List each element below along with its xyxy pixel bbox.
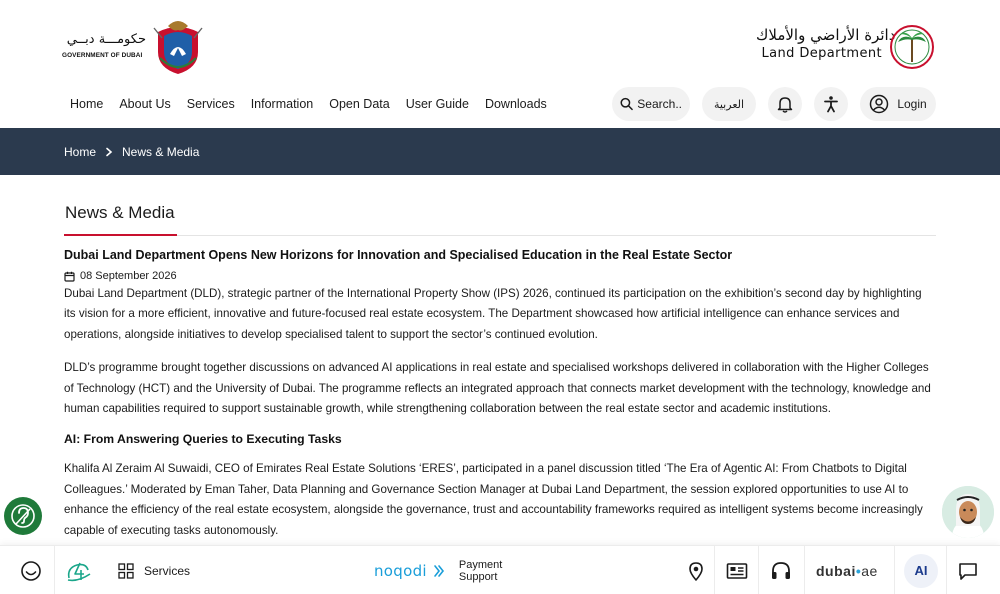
gov-logo-arabic: حكومـــة دبــي	[66, 32, 146, 47]
nav-information[interactable]: Information	[250, 97, 314, 111]
noqodi-logo: noqodi	[374, 561, 427, 580]
login-button[interactable]	[860, 87, 936, 121]
site-header	[0, 0, 1000, 88]
bell-icon	[776, 95, 794, 113]
breadcrumb-current: News & Media	[122, 144, 200, 159]
nav-services[interactable]: Services	[186, 97, 235, 111]
bottom-divider	[54, 546, 55, 594]
breadcrumb-home[interactable]: Home	[64, 144, 97, 159]
search-button[interactable]	[612, 87, 690, 121]
payment-line-1: Payment	[458, 558, 503, 571]
article-title: Dubai Land Department Opens New Horizons for Innovation and Specialised Education in the Real Estate Sector	[64, 248, 733, 262]
header-actions	[612, 86, 936, 122]
virtual-assistant-avatar[interactable]	[942, 486, 994, 538]
page-title: News & Media	[65, 203, 175, 222]
assistant-avatar-icon	[942, 486, 994, 538]
accessibility-button[interactable]	[814, 87, 848, 121]
nav-about-us[interactable]: About Us	[119, 97, 171, 111]
title-underline	[64, 234, 177, 236]
government-of-dubai-logo[interactable]	[62, 18, 212, 76]
bottom-divider	[804, 546, 805, 594]
breadcrumb	[64, 128, 199, 175]
land-department-logo[interactable]	[756, 24, 938, 70]
falcon-emblem-icon	[148, 18, 208, 76]
article-date-text: 08 September 2026	[80, 270, 177, 282]
payment-support-text	[459, 559, 502, 583]
login-label: Login	[897, 97, 927, 111]
bottom-divider	[946, 546, 947, 594]
newspaper-icon	[726, 562, 748, 580]
bottom-divider	[894, 546, 895, 594]
signal-arrows-icon	[433, 564, 445, 578]
nav-user-guide[interactable]: User Guide	[405, 97, 469, 111]
dubai-ae-link[interactable]	[816, 546, 878, 594]
search-icon	[620, 96, 633, 112]
services-button[interactable]	[118, 546, 190, 594]
language-toggle-button[interactable]: العربية	[702, 87, 756, 121]
nav-downloads[interactable]: Downloads	[484, 97, 547, 111]
user-icon	[869, 94, 889, 114]
ear-icon	[10, 503, 36, 529]
dld-logo-english: Land Department	[761, 46, 882, 61]
services-label: Services	[144, 563, 191, 578]
dld-logo-arabic: دائرة الأراضي والأملاك	[756, 26, 896, 44]
page-title-section	[64, 175, 936, 236]
article-paragraph-1: Dubai Land Department (DLD), strategic partner of the International Property Show (IPS) 2026, continued its participation on the exhibition’s second day by highlighting its vision for a more efficient, innovative and future-focused real estate ecosystem. The Department showcased how artificial intelligence can enhance services and operations, alongside initiatives to develop specialised talent to support the sector’s continued evolution.	[64, 287, 922, 341]
grid-icon	[118, 563, 134, 579]
chevron-right-icon	[104, 147, 114, 157]
breadcrumb-bar	[0, 128, 1000, 175]
news-button[interactable]	[726, 546, 748, 594]
chat-button[interactable]	[958, 546, 978, 594]
chat-bubble-icon	[958, 561, 978, 581]
main-navigation	[62, 88, 555, 120]
partner-logo-icon	[66, 560, 92, 582]
dubai-ae-dot: •	[855, 562, 862, 579]
dubai-ae-suffix: ae	[861, 562, 878, 579]
payment-line-2: Support	[458, 570, 498, 583]
article-paragraph-3: Khalifa Al Zeraim Al Suwaidi, CEO of Emirates Real Estate Solutions ‘ERES’, participated in a panel discussion titled ‘The Era of Agentic AI: From Chatbots to Digital Colleagues.’ Moderated by Eman Taher, Data Planning and Governance Section Manager at Dubai Land Department, the session explored opportunities to use AI to enhance the efficiency of the real estate ecosystem, alongside the governance, trust and accountability frameworks required as intelligent systems become increasingly capable of executing tasks autonomously.	[64, 462, 923, 537]
hearing-assist-button[interactable]	[4, 497, 42, 535]
noqodi-payment-button[interactable]	[374, 546, 502, 594]
bottom-bar	[0, 545, 1000, 594]
support-headset-button[interactable]	[770, 546, 792, 594]
palm-tree-emblem-icon	[888, 24, 936, 70]
ai-assistant-button[interactable]	[904, 546, 938, 594]
dubai-ae-logo	[816, 563, 878, 579]
calendar-icon	[64, 271, 75, 282]
accessibility-icon	[822, 95, 840, 113]
dubai-ae-main: dubai	[816, 562, 856, 579]
happiness-meter-button[interactable]	[20, 546, 42, 594]
notifications-button[interactable]	[768, 87, 802, 121]
bottom-divider	[758, 546, 759, 594]
article-date	[64, 270, 936, 282]
headset-icon	[770, 561, 792, 581]
location-pin-icon	[687, 561, 705, 581]
ai-label: AI	[904, 554, 938, 588]
bottom-divider	[714, 546, 715, 594]
partner-logo-button[interactable]	[66, 546, 92, 594]
article-paragraph-2: DLD’s programme brought together discussions on advanced AI applications in real estate and specialised workshops delivered in collaboration with the Higher Colleges of Technology (HCT) and the University of Dubai. The programme reflects an integrated approach that connects market development with the technology, knowledge and human capabilities required to support sustainable growth, while strengthening collaboration between the real estate sector and academic institutions.	[64, 361, 931, 416]
main-content	[64, 175, 936, 541]
nav-home[interactable]: Home	[70, 97, 104, 111]
nav-open-data[interactable]: Open Data	[329, 97, 390, 111]
location-button[interactable]	[687, 546, 705, 594]
search-label: Search..	[637, 97, 682, 111]
gov-logo-english: GOVERNMENT OF DUBAI	[62, 52, 143, 59]
article-subheading: AI: From Answering Queries to Executing Tasks	[64, 432, 342, 447]
smiley-icon	[20, 560, 42, 582]
